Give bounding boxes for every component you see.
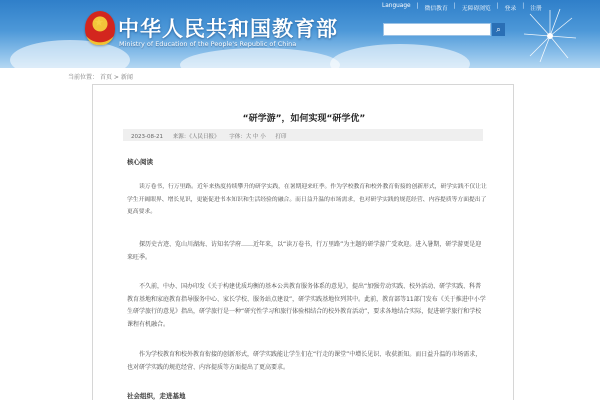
- summary-heading: 核心阅读: [127, 158, 153, 166]
- article-paragraph: 探历史古迹、览山川湖海、访知名学府……近年来，以“读万卷书，行万里路”为主题的研学游广受欢迎。进入暑期，研学游更是迎来旺季。: [127, 241, 482, 261]
- topnav-separator: |: [522, 3, 525, 9]
- topnav-separator: |: [416, 3, 419, 9]
- dandelion-decoration-icon: [520, 6, 580, 66]
- article-container: [92, 84, 514, 400]
- breadcrumb-current-link[interactable]: 新闻: [120, 74, 133, 81]
- search-input[interactable]: [383, 23, 491, 36]
- search-button[interactable]: ⌕: [492, 23, 505, 36]
- breadcrumb-separator: >: [113, 74, 119, 81]
- site-title[interactable]: 中华人民共和国教育部: [118, 17, 338, 41]
- topnav-separator: |: [496, 3, 499, 9]
- topnav-register[interactable]: 注册: [530, 6, 542, 12]
- topnav-language[interactable]: Language: [382, 3, 411, 9]
- national-emblem-icon: ★: [85, 11, 115, 45]
- breadcrumb-home-link[interactable]: 首页: [99, 74, 112, 81]
- topnav-wechat[interactable]: 微信教育: [424, 6, 448, 12]
- article-date: 2023-08-21: [131, 134, 163, 140]
- article-source: 来源：《人民日报》: [172, 134, 220, 140]
- article-paragraph: 不久前，中办、国办印发《关于构建优质均衡的基本公共教育服务体系的意见》，提出“加强劳动实践、校外活动、研学实践、科普教育基地和家庭教育指导服务中心、家长学校、服务站点建设”，研学实践基地位列其中。此前，教育部等11部门发布《关于推进中小学生研学旅行的意见》指出，研学旅行是一种“研究性学习和旅行体验相结合的校外教育活动”，要求各地结合实际，促进研学旅行和学校课程有机融合。: [127, 283, 486, 328]
- summary-paragraph: 读万卷书，行万里路。近年来热度持续攀升的研学实践，在暑期迎来旺季。作为学校教育和校外教育衔接的创新形式，研学实践不仅让让学生开阔眼界、增长见识，更能促进书本知识和生活经验的融合。而日益升温的市场需求，也对研学实践的规范经营、内容提质等方面提出了更高要求。: [127, 184, 487, 215]
- next-section-heading: 社会组织，走进基地: [127, 392, 186, 400]
- article-paragraph: 作为学校教育和校外教育衔接的创新形式，研学实践能让学生们在“行走的课堂”中增长见识、收获新知。而日益升温的市场需求，也对研学实践的规范经营、内容提质等方面提出了更高要求。: [127, 351, 482, 371]
- font-size-control[interactable]: 字体：大 中 小: [229, 134, 266, 140]
- site-subtitle: Ministry of Education of the People's Republic of China: [119, 40, 297, 48]
- site-header: [0, 0, 600, 68]
- topnav-accessibility[interactable]: 无障碍浏览: [461, 6, 491, 12]
- article-meta-bar: [123, 129, 483, 141]
- breadcrumb-label: 当前位置：: [68, 74, 99, 81]
- print-button[interactable]: 打印: [275, 134, 287, 140]
- topnav-login[interactable]: 登录: [504, 6, 517, 12]
- top-navigation: [382, 3, 542, 12]
- cloud-decoration: [180, 48, 340, 68]
- cloud-decoration: [10, 40, 130, 68]
- topnav-separator: |: [453, 3, 456, 9]
- article-title: “研学游”，如何实现“研学优”: [242, 114, 366, 124]
- cloud-decoration: [330, 44, 470, 68]
- breadcrumb: [68, 72, 133, 81]
